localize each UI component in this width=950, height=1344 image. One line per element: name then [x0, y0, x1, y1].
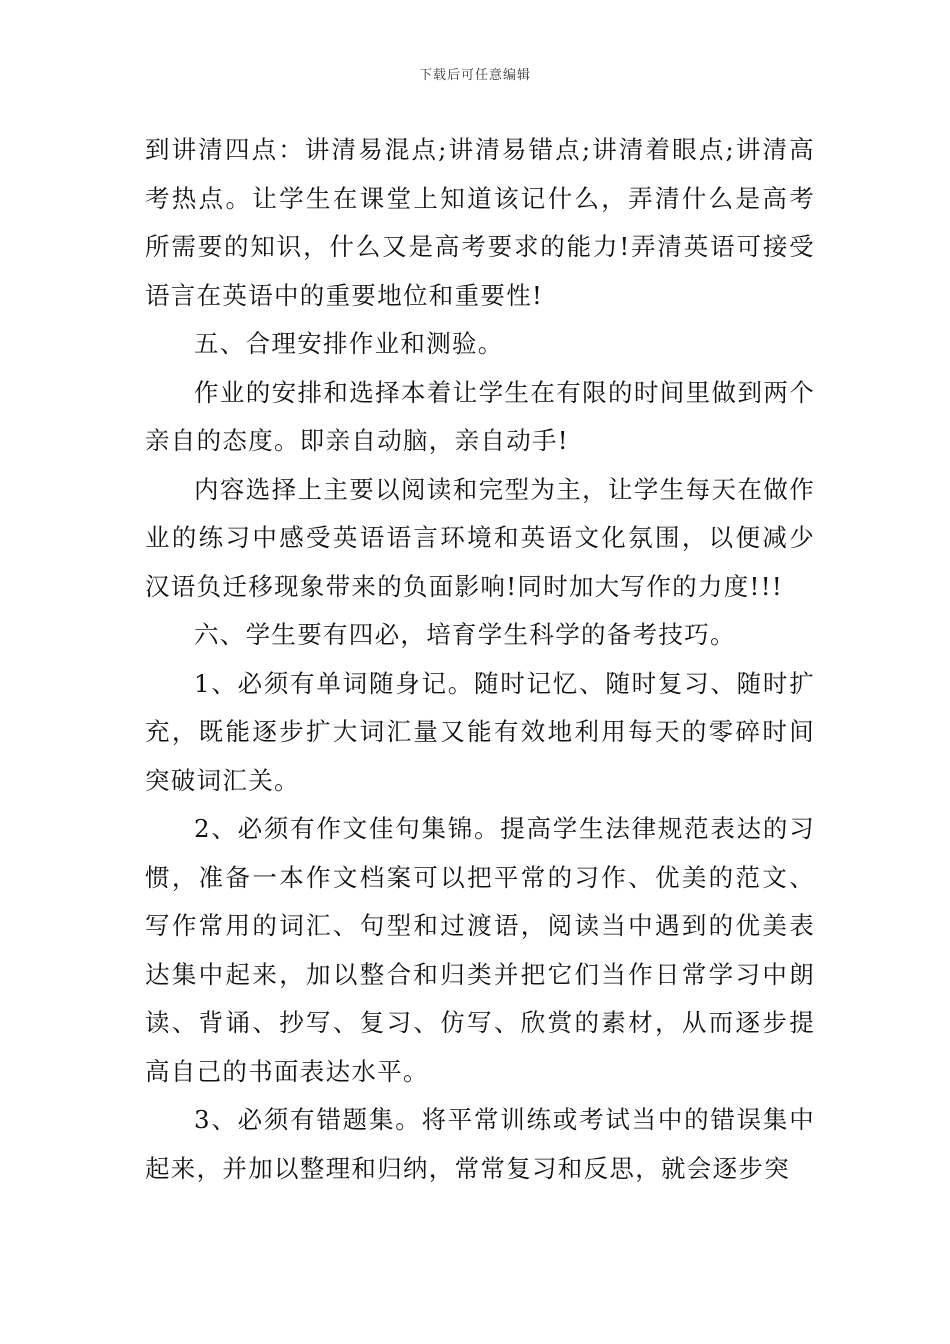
page-header: 下载后可任意编辑	[418, 68, 531, 83]
section-heading-six: 六、学生要有四必，培育学生科学的备考技巧。	[194, 620, 736, 649]
paragraph-item-2: 2、必须有作文佳句集锦。提高学生法律规范表达的习惯，准备一本作文档案可以把平常的习作、优美的范文、写作常用的词汇、句型和过渡语，阅读当中遇到的优美表达集中起来，加以整合和归类并把它们当作日常学习中朗读、背诵、抄写、复习、仿写、欣赏的素材，从而逐步提高自己的书面表达水平。	[145, 814, 815, 1086]
section-heading-five: 五、合理安排作业和测验。	[194, 329, 504, 358]
paragraph-content-selection: 内容选择上主要以阅读和完型为主，让学生每天在做作业的练习中感受英语语言环境和英语文化氛围，以便减少汉语负迁移现象带来的负面影响!同时加大写作的力度!!!	[145, 474, 815, 601]
paragraph-continued: 到讲清四点：讲清易混点;讲清易错点;讲清着眼点;讲清高考热点。让学生在课堂上知道该记什么，弄清什么是高考所需要的知识，什么又是高考要求的能力!弄清英语可接受语言在英语中的重要地位和重要性!	[145, 135, 815, 310]
document-body	[145, 126, 815, 1193]
paragraph-item-1: 1、必须有单词随身记。随时记忆、随时复习、随时扩充，既能逐步扩大词汇量又能有效地利用每天的零碎时间突破词汇关。	[145, 668, 815, 795]
paragraph-item-3: 3、必须有错题集。将平常训练或考试当中的错误集中起来，并加以整理和归纳，常常复习和反思，就会逐步突	[145, 1105, 815, 1183]
paragraph-homework: 作业的安排和选择本着让学生在有限的时间里做到两个亲自的态度。即亲自动脑，亲自动手!	[145, 377, 815, 455]
